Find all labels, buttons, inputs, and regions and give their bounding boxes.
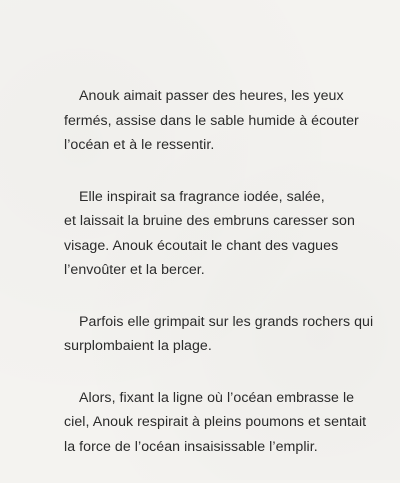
- story-text: [64, 84, 384, 483]
- paragraph-4: [64, 386, 384, 460]
- text-line: Elle inspirait sa fragrance iodée, salée,: [79, 188, 325, 205]
- text-line: ciel, Anouk respirait à pleins poumons et sentait: [64, 414, 367, 430]
- paragraph-3: [64, 310, 384, 359]
- text-line: l’océan et à le ressentir.: [64, 137, 215, 153]
- text-line: Alors, fixant la ligne où l’océan embrasse le: [79, 389, 355, 406]
- text-line: fermés, assise dans le sable humide à écouter: [64, 112, 359, 129]
- text-line: Parfois elle grimpait sur les grands rochers qui: [79, 313, 374, 330]
- text-line: et laissait la bruine des embruns caresser son: [64, 213, 355, 229]
- paragraph-2: [64, 185, 384, 283]
- text-line: la force de l’océan insaisissable l’emplir.: [64, 438, 318, 455]
- text-line: visage. Anouk écoutait le chant des vagues: [64, 237, 339, 254]
- text-line: Anouk aimait passer des heures, les yeux: [79, 88, 344, 104]
- text-line: surplombaient la plage.: [64, 338, 212, 354]
- text-line: l’envoûter et la bercer.: [64, 262, 205, 278]
- paragraph-1: [64, 84, 384, 158]
